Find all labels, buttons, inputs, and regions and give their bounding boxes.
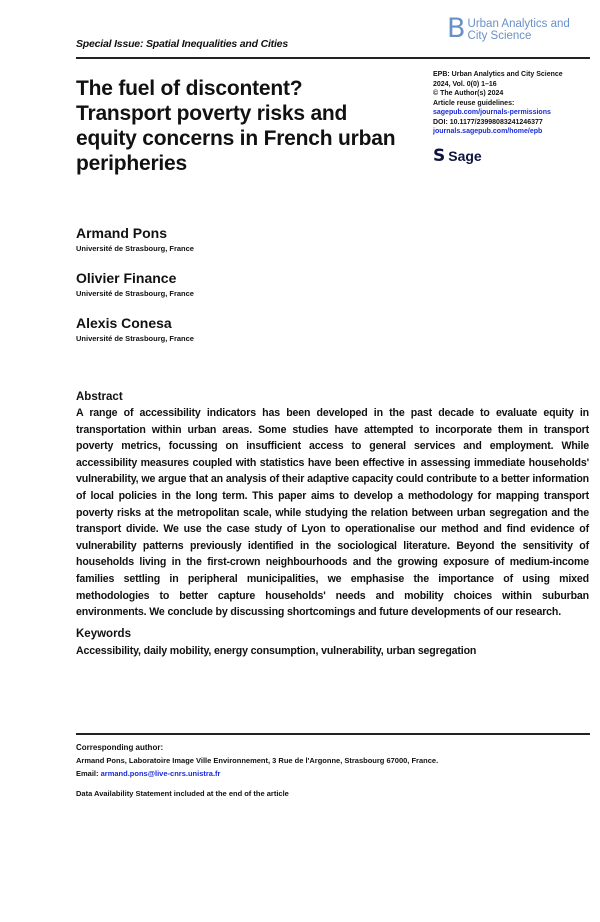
article-metadata [433,70,563,137]
volume-info: 2024, Vol. 0(0) 1–16 [433,80,497,88]
journal-logo [447,13,570,44]
author-affiliation: Université de Strasbourg, France [76,289,194,298]
publisher-logo [433,146,482,166]
keywords-heading: Keywords [76,628,131,640]
email-row [76,769,220,778]
reuse-label: Article reuse guidelines: [433,99,515,107]
title-line-1: The fuel of discontent? [76,77,303,100]
abstract-text: A range of accessibility indicators has been developed in the past decade to evaluate equity in transportation within urban areas. Some studies have attempted to incorporate them in transport poverty metrics, focussing on insufficient access to general services and employment. While accessibility measures coupled with statistics have been effective in assessing immediate households' vulnerability, we argue that an analysis of their adaptive capacity could contribute to a better information of local policies in the long term. This paper aims to develop a methodology for mapping transport poverty risks at the metropolitan scale, while studying the relation between urban segregation and the transport divide. We use the case study of Lyon to operationalise our method and find evidence of vulnerability patterns previously identified in the sociological literature. Beyond the sensitivity of households living in the first-crown neighbourhoods and the growing exposure of medium-income families settling in peripheral municipalities, we emphasise the importance of using mixed methodologies to better capture households' needs and mobility choices within suburban environments. We conclude by discussing shortcomings and future developments of our research. [76,407,589,619]
special-issue-label: Special Issue: Spatial Inequalities and Cities [76,38,288,50]
author-name: Olivier Finance [76,270,177,286]
journal-name: EPB: Urban Analytics and City Science [433,71,563,78]
article-title [76,76,421,176]
journal-logo-line2: City Science [467,30,532,42]
publisher-name: Sage [448,148,482,164]
author-affiliation: Université de Strasbourg, France [76,244,194,253]
data-availability-statement: Data Availability Statement included at the end of the article [76,789,289,798]
journal-home-link[interactable]: journals.sagepub.com/home/epb [433,128,543,135]
abstract-heading: Abstract [76,391,123,403]
copyright: © The Author(s) 2024 [433,90,504,97]
keywords-text: Accessibility, daily mobility, energy consumption, vulnerability, urban segregation [76,645,477,657]
author-affiliation: Université de Strasbourg, France [76,334,194,343]
title-line-4: peripheries [76,152,188,175]
corresponding-address: Armand Pons, Laboratoire Image Ville Environnement, 3 Rue de l'Argonne, Strasbourg 67000, France. [76,756,439,765]
title-line-3: equity concerns in French urban [76,127,396,150]
author-name: Armand Pons [76,225,168,241]
email-label: Email: [76,769,99,778]
reuse-link[interactable]: sagepub.com/journals-permissions [433,109,551,116]
footer-divider [76,733,590,735]
journal-logo-line1: Urban Analytics and [467,18,570,30]
email-link[interactable]: armand.pons@live-cnrs.unistra.fr [100,769,221,778]
journal-logo-letter: B [447,13,466,44]
sage-s-icon: S [433,146,446,166]
author-name: Alexis Conesa [76,315,172,331]
corresponding-author-heading: Corresponding author: [76,743,164,752]
header-divider [76,57,590,59]
doi: DOI: 10.1177/23998083241246377 [433,118,543,126]
title-line-2: Transport poverty risks and [76,102,348,125]
